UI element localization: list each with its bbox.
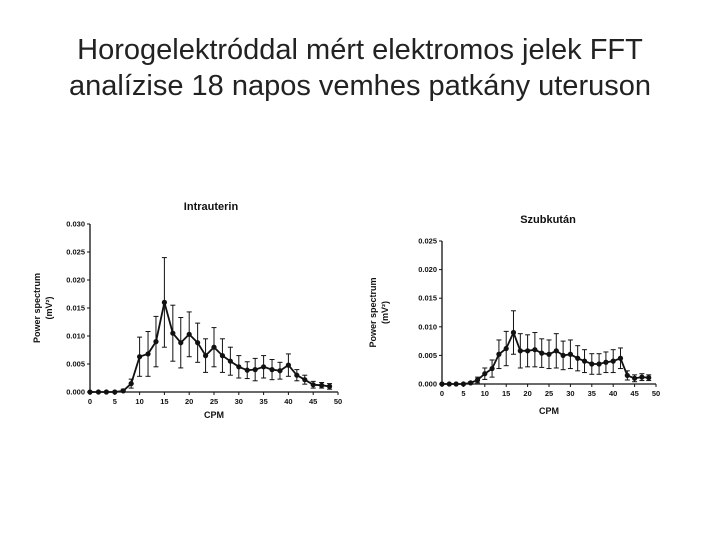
series-line	[442, 333, 649, 385]
x-tick-label: 10	[135, 397, 144, 406]
x-tick-label: 15	[502, 389, 511, 398]
x-tick-label: 10	[480, 389, 489, 398]
data-point	[546, 352, 551, 357]
data-point	[582, 359, 587, 364]
series-line	[90, 302, 330, 392]
x-tick-label: 30	[234, 397, 243, 406]
y-tick-label: 0.030	[66, 219, 85, 229]
data-point	[447, 381, 452, 386]
data-point	[286, 363, 291, 368]
series-1	[87, 258, 332, 395]
x-tick-label: 30	[566, 389, 575, 398]
x-tick-label: 0	[439, 389, 445, 398]
data-point	[589, 361, 594, 366]
y-tick-label: 0.000	[418, 379, 437, 389]
data-point	[639, 375, 644, 380]
data-point	[245, 368, 250, 373]
slide-title-line-2: analízise 18 napos vemhes patkány uteruson	[69, 70, 651, 102]
data-point	[632, 376, 637, 381]
x-tick-label: 45	[630, 389, 639, 398]
slide-title-line-1: Horogelektróddal mért elektromos jelek FFT	[77, 34, 643, 66]
data-point	[236, 364, 241, 369]
data-point	[277, 368, 282, 373]
data-point	[104, 389, 109, 394]
series-1	[439, 311, 651, 387]
data-point	[269, 367, 274, 372]
y-axis-label: Power spectrum	[32, 272, 42, 344]
x-tick-label: 50	[651, 389, 661, 398]
data-point	[178, 340, 183, 345]
y-tick-label: 0.015	[66, 303, 85, 313]
data-point	[294, 373, 299, 378]
x-tick-label: 50	[333, 397, 343, 406]
x-tick-label: 20	[523, 389, 532, 398]
data-point	[187, 332, 192, 337]
data-point	[319, 383, 324, 388]
data-point	[253, 367, 258, 372]
x-tick-label: 5	[112, 397, 117, 406]
data-point	[302, 377, 307, 382]
y-tick-label: 0.010	[66, 331, 85, 341]
data-point	[575, 356, 580, 361]
data-point	[461, 381, 466, 386]
y-tick-label: 0.015	[418, 293, 437, 303]
data-point	[137, 354, 142, 359]
data-point	[504, 346, 509, 351]
data-point	[618, 356, 623, 361]
y-tick-label: 0.025	[66, 247, 85, 257]
x-axis-label: CPM	[204, 410, 224, 420]
data-point	[96, 389, 101, 394]
x-tick-label: 25	[209, 397, 219, 406]
x-axis-label: CPM	[539, 406, 559, 416]
data-point	[327, 384, 332, 389]
data-point	[261, 364, 266, 369]
x-tick-label: 20	[185, 397, 194, 406]
data-point	[646, 375, 651, 380]
data-point	[211, 345, 216, 350]
x-tick-label: 25	[544, 389, 554, 398]
x-tick-label: 0	[87, 397, 93, 406]
data-point	[153, 339, 158, 344]
data-point	[195, 340, 200, 345]
y-tick-label: 0.020	[66, 275, 85, 285]
data-point	[220, 353, 225, 358]
x-tick-label: 35	[259, 397, 268, 406]
data-point	[603, 360, 608, 365]
chart-2	[368, 214, 660, 416]
data-point	[121, 388, 126, 393]
y-tick-label: 0.005	[66, 359, 85, 369]
data-point	[489, 366, 494, 371]
data-point	[170, 331, 175, 336]
chart-title: Intrauterin	[183, 201, 239, 213]
data-point	[554, 348, 559, 353]
data-point	[518, 348, 523, 353]
data-point	[482, 371, 487, 376]
data-point	[496, 352, 501, 357]
y-axis-unit-label: (mV²)	[380, 301, 390, 324]
data-point	[596, 361, 601, 366]
data-point	[568, 352, 573, 357]
data-point	[87, 389, 92, 394]
data-point	[532, 347, 537, 352]
x-tick-label: 35	[587, 389, 596, 398]
data-point	[539, 351, 544, 356]
data-point	[625, 373, 630, 378]
x-tick-label: 5	[461, 389, 466, 398]
data-point	[112, 389, 117, 394]
data-point	[468, 380, 473, 385]
data-point	[162, 300, 167, 305]
data-point	[203, 353, 208, 358]
x-tick-label: 40	[609, 389, 618, 398]
data-point	[145, 351, 150, 356]
data-point	[439, 381, 444, 386]
chart-1	[32, 201, 342, 420]
data-point	[561, 353, 566, 358]
data-point	[228, 359, 233, 364]
x-tick-label: 40	[284, 397, 293, 406]
y-tick-label: 0.020	[418, 265, 437, 275]
data-point	[454, 381, 459, 386]
x-tick-label: 15	[160, 397, 169, 406]
y-tick-label: 0.005	[418, 350, 437, 360]
data-point	[311, 382, 316, 387]
data-point	[525, 348, 530, 353]
y-axis-unit-label: (mV²)	[44, 296, 54, 320]
y-tick-label: 0.000	[66, 387, 85, 397]
y-tick-label: 0.025	[418, 236, 437, 246]
data-point	[511, 330, 516, 335]
data-point	[129, 381, 134, 386]
y-tick-label: 0.010	[418, 322, 437, 332]
chart-title: Szubkután	[520, 214, 576, 226]
y-axis-label: Power spectrum	[368, 277, 378, 348]
x-tick-label: 45	[309, 397, 318, 406]
data-point	[611, 359, 616, 364]
data-point	[475, 377, 480, 382]
